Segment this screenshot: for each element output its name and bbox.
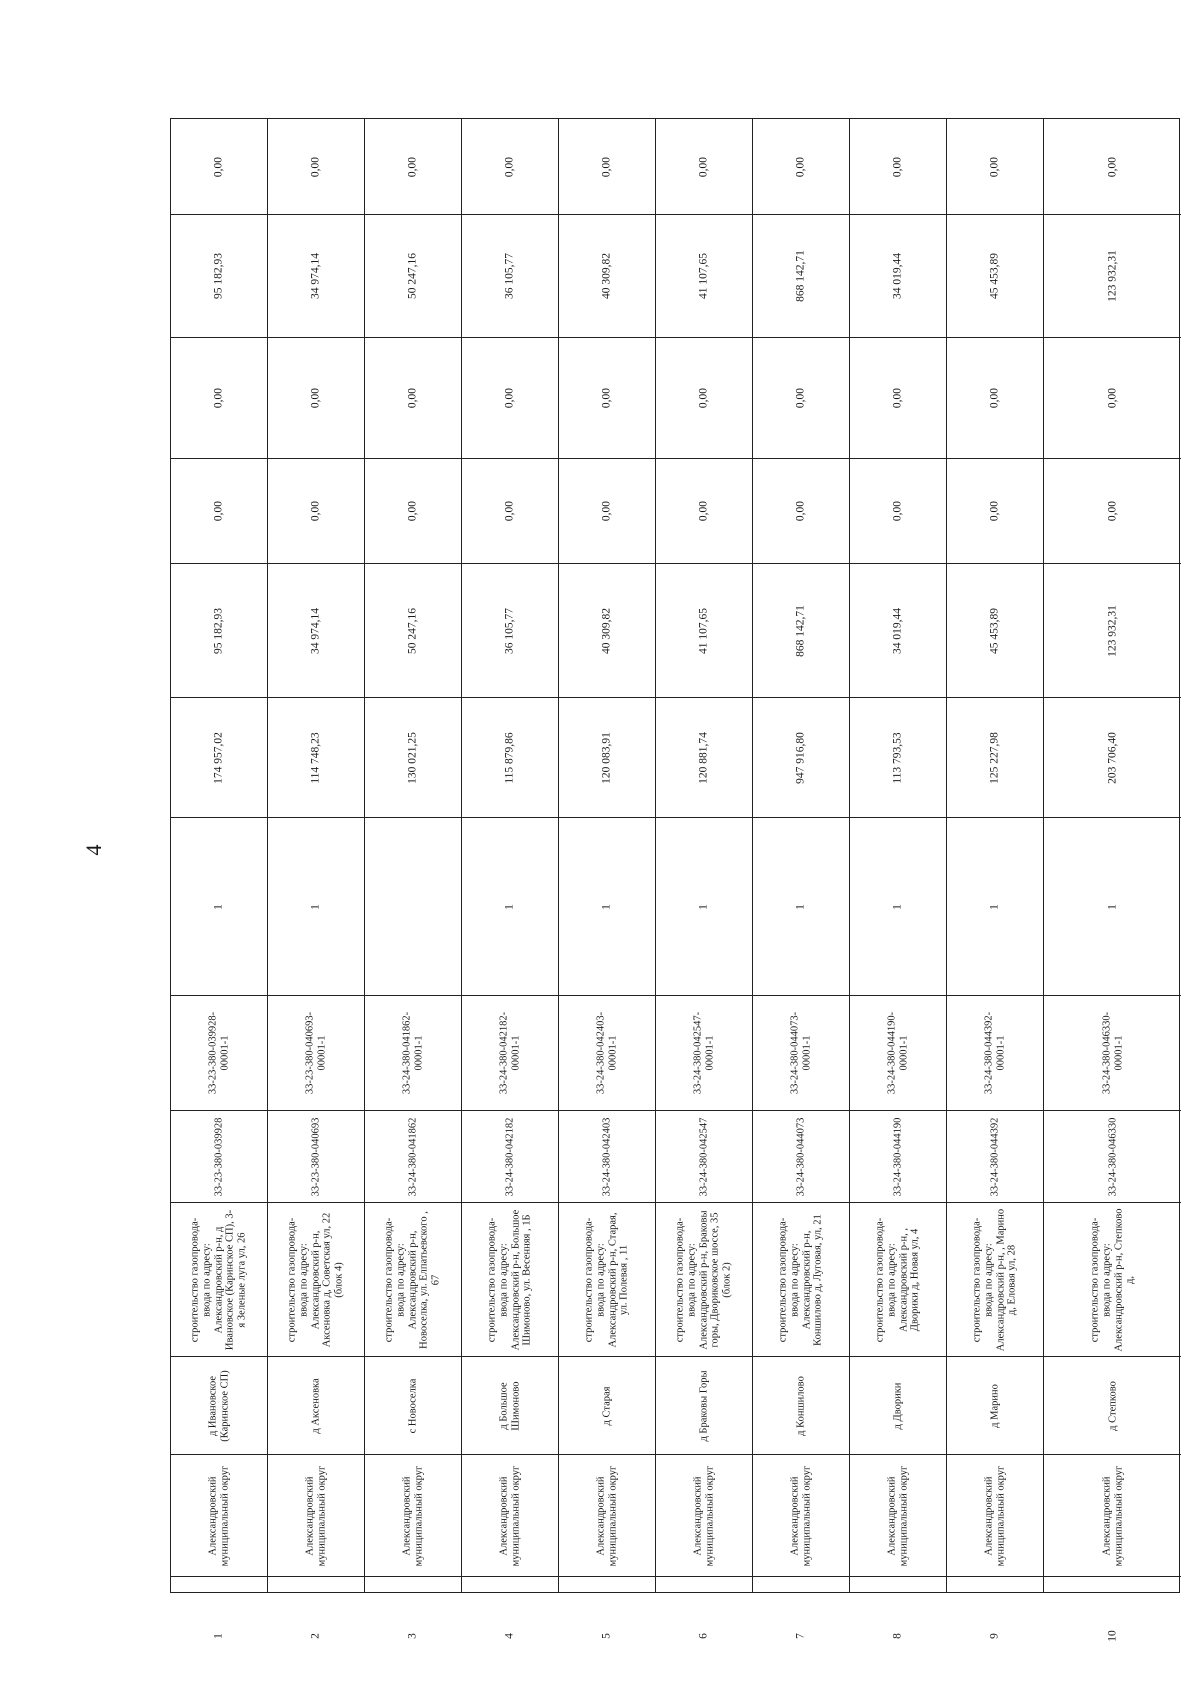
value-5-cell-text: 45 453,89 [988,253,1001,299]
value-6-cell [1044,119,1181,214]
row-number-cell [753,1576,849,1694]
object-description-cell [947,1202,1043,1356]
value-3-cell-text: 0,00 [406,500,419,522]
value-3-cell-text: 0,00 [309,500,322,522]
settlement-cell [559,1356,655,1454]
value-2-cell-text: 36 105,77 [503,607,516,654]
value-6-cell-text: 0,00 [212,156,225,177]
settlement-cell [656,1356,752,1454]
quantity-cell-text: 1 [697,903,710,910]
object-description-cell-text: строительство газопровода-ввода по адресу: Александровский р-н, Аксеновка д, Советская ул, 22 (блок 4) [286,1212,345,1347]
object-code-cell-text: 33-24-380-042547 [698,1117,710,1196]
object-code-cell [656,1110,752,1202]
object-code-cell [947,1110,1043,1202]
value-1-cell [947,697,1043,817]
value-5-cell [462,214,558,337]
value-4-cell [947,337,1043,458]
object-code-cell [268,1110,364,1202]
value-2-cell [268,563,364,697]
value-2-cell-text: 40 309,82 [600,607,613,654]
value-5-cell [947,214,1043,337]
object-code-cell [1044,1110,1181,1202]
quantity-cell-text: 1 [1106,903,1119,910]
settlement-cell-text: д Степково [1106,1380,1118,1431]
value-2-cell-text: 95 182,93 [212,607,225,654]
value-3-cell-text: 0,00 [600,500,613,522]
value-6-cell-text: 0,00 [1106,156,1119,177]
object-description-cell-text: строительство газопровода-ввода по адресу: Александровский р-н, Степково д, [1089,1207,1136,1352]
data-table [170,118,1180,1642]
quantity-cell [947,817,1043,995]
value-6-cell-text: 0,00 [697,156,710,177]
object-description-cell [753,1202,849,1356]
object-description-cell-text: строительство газопровода-ввода по адресу: Александровский р-н, Новоселка, ул. Елпатьевского , 67 [383,1210,442,1349]
value-1-cell [656,697,752,817]
table-row [656,119,753,1639]
settlement-cell [365,1356,461,1454]
value-5-cell [268,214,364,337]
object-description-cell-text: строительство газопровода-ввода по адресу: Александровский р-н, Коншилово д, Луговая, ул, 21 [777,1213,824,1346]
value-1-cell [462,697,558,817]
okrug-cell [559,1454,655,1576]
object-id-cell-text: 33-24-380-044392-00001-1 [983,1011,1006,1095]
object-id-cell [365,995,461,1110]
object-code-cell [753,1110,849,1202]
object-id-cell-text: 33-24-380-042547-00001-1 [692,1011,715,1095]
quantity-cell-text [367,820,460,994]
settlement-cell-text: д Аксеновка [310,1377,322,1434]
okrug-cell [947,1454,1043,1576]
row-number-cell-text: 9 [988,1632,1001,1639]
row-number-cell [850,1576,946,1694]
value-1-cell-text: 130 021,25 [406,731,419,784]
value-3-cell [171,458,267,563]
value-4-cell-text: 0,00 [406,387,419,409]
object-id-cell-text: 33-24-380-044190-00001-1 [886,1011,909,1095]
object-code-cell-text: 33-23-380-040693 [310,1117,322,1196]
object-id-cell [171,995,267,1110]
value-2-cell [171,563,267,697]
value-3-cell-text: 0,00 [988,500,1001,522]
settlement-cell-text: д Ивановское (Каринское СП) [207,1369,230,1442]
value-6-cell [947,119,1043,214]
settlement-cell-text: д Бpаковы Горы [698,1369,710,1442]
value-1-cell [1044,697,1181,817]
quantity-cell [850,817,946,995]
object-id-cell-text: 33-23-380-039928-00001-1 [207,1011,230,1095]
object-code-cell-text: 33-24-380-046330 [1106,1117,1118,1196]
value-5-cell [753,214,849,337]
okrug-cell [171,1454,267,1576]
value-2-cell-text: 868 142,71 [794,604,807,657]
value-1-cell-text: 120 881,74 [697,731,710,784]
value-1-cell-text: 174 957,02 [212,731,225,784]
settlement-cell [1044,1356,1181,1454]
object-description-cell [1044,1202,1181,1356]
quantity-cell [171,817,267,995]
value-5-cell-text: 41 107,65 [697,253,710,299]
value-3-cell [268,458,364,563]
value-2-cell [947,563,1043,697]
row-number-cell-text: 4 [503,1632,516,1639]
settlement-cell-text: д Дворики [892,1382,904,1429]
value-6-cell [171,119,267,214]
row-number-cell-text: 6 [697,1632,710,1639]
value-3-cell [656,458,752,563]
okrug-cell-text: Александровский муниципальный округ [1100,1465,1124,1566]
value-1-cell-text: 947 916,80 [794,731,807,784]
quantity-cell [462,817,558,995]
okrug-cell-text: Александровский муниципальный округ [304,1465,327,1566]
value-4-cell-text: 0,00 [503,387,516,409]
row-number-cell-text: 7 [794,1632,807,1639]
settlement-cell-text: д Большое Шимоново [498,1380,521,1431]
quantity-cell [753,817,849,995]
okrug-cell [850,1454,946,1576]
value-1-cell-text: 114 748,23 [309,731,322,784]
value-4-cell-text: 0,00 [697,387,710,409]
settlement-cell-text: д Коншилово [795,1375,807,1436]
object-code-cell-text: 33-24-380-042403 [601,1117,613,1196]
okrug-cell-text: Александровский муниципальный округ [789,1465,812,1566]
object-description-cell-text: строительство газопровода-ввода по адресу: Александровский р-н, Большое Шимоново, ул. Весенняя , 1Б [486,1209,533,1350]
value-1-cell [559,697,655,817]
value-6-cell-text: 0,00 [406,156,419,177]
value-5-cell [850,214,946,337]
settlement-cell-text: д Марино [989,1383,1001,1428]
table-row [268,119,365,1639]
okrug-cell [462,1454,558,1576]
value-2-cell [462,563,558,697]
okrug-cell-text: Александровский муниципальный округ [983,1465,1006,1566]
quantity-cell [365,817,461,995]
value-5-cell-text: 95 182,93 [212,253,225,299]
value-4-cell [268,337,364,458]
row-number-cell [462,1576,558,1694]
row-number-cell-text: 8 [891,1632,904,1639]
row-number-cell-text: 1 [212,1632,225,1639]
row-number-cell-text: 10 [1106,1629,1119,1642]
object-id-cell-text: 33-24-380-042403-00001-1 [595,1011,618,1095]
value-2-cell [1044,563,1181,697]
value-5-cell-text: 34 974,14 [309,253,322,299]
value-3-cell-text: 0,00 [503,500,516,522]
row-number-cell [947,1576,1043,1694]
value-4-cell [753,337,849,458]
value-5-cell-text: 868 142,71 [794,250,807,302]
quantity-cell [559,817,655,995]
quantity-cell-text: 1 [891,903,904,910]
value-1-cell [365,697,461,817]
okrug-cell [1044,1454,1181,1576]
value-4-cell-text: 0,00 [212,387,225,409]
object-code-cell [850,1110,946,1202]
object-description-cell [559,1202,655,1356]
okrug-cell-text: Александровский муниципальный округ [207,1465,230,1566]
value-1-cell [753,697,849,817]
quantity-cell [268,817,364,995]
quantity-cell-text: 1 [794,903,807,910]
value-2-cell [656,563,752,697]
value-6-cell [462,119,558,214]
value-5-cell [1044,214,1181,337]
value-5-cell-text: 123 932,31 [1106,250,1119,302]
object-code-cell-text: 33-24-380-041862 [407,1117,419,1196]
value-2-cell [365,563,461,697]
row-number-cell [365,1576,461,1694]
value-1-cell [850,697,946,817]
value-3-cell-text: 0,00 [697,500,710,522]
quantity-cell-text: 1 [600,903,613,910]
object-description-cell [365,1202,461,1356]
value-3-cell [850,458,946,563]
value-5-cell-text: 50 247,16 [406,253,419,299]
object-id-cell [462,995,558,1110]
value-4-cell-text: 0,00 [1106,387,1119,409]
quantity-cell [656,817,752,995]
okrug-cell-text: Александровский муниципальный округ [595,1465,618,1566]
value-1-cell-text: 203 706,40 [1106,731,1119,784]
object-id-cell [753,995,849,1110]
okrug-cell [268,1454,364,1576]
value-2-cell-text: 45 453,89 [988,607,1001,654]
value-4-cell-text: 0,00 [309,387,322,409]
object-description-cell [268,1202,364,1356]
row-number-cell [268,1576,364,1694]
value-4-cell [656,337,752,458]
row-number-cell [656,1576,752,1694]
value-2-cell [559,563,655,697]
value-4-cell-text: 0,00 [988,387,1001,409]
table-row [365,119,462,1639]
object-id-cell-text: 33-24-380-042182-00001-1 [498,1011,521,1095]
object-code-cell-text: 33-24-380-044073 [795,1117,807,1196]
value-6-cell-text: 0,00 [794,156,807,177]
object-code-cell [559,1110,655,1202]
object-id-cell [268,995,364,1110]
value-3-cell [462,458,558,563]
table-row [947,119,1044,1639]
row-number-cell [1044,1576,1181,1694]
settlement-cell [268,1356,364,1454]
object-code-cell [171,1110,267,1202]
quantity-cell-text: 1 [309,903,322,910]
object-description-cell [656,1202,752,1356]
row-number-cell [171,1576,267,1694]
object-description-cell [462,1202,558,1356]
value-4-cell [1044,337,1181,458]
object-description-cell-text: строительство газопровода-ввода по адресу: Александровский р-н, Браковы горы, Двориковское шоссе, 35 (блок 2) [674,1209,733,1350]
value-6-cell [559,119,655,214]
value-6-cell-text: 0,00 [891,156,904,177]
row-number-cell-text: 2 [309,1632,322,1639]
value-1-cell [171,697,267,817]
quantity-cell-text: 1 [503,903,516,910]
value-3-cell [753,458,849,563]
value-4-cell-text: 0,00 [794,387,807,409]
object-code-cell [365,1110,461,1202]
value-3-cell [1044,458,1181,563]
object-id-cell-text: 33-23-380-040693-00001-1 [304,1011,327,1095]
table-row [1044,119,1181,1642]
object-description-cell-text: строительство газопровода-ввода по адресу: Александровский р-н, Старая, ул. Полевая , 11 [583,1212,630,1347]
value-6-cell-text: 0,00 [600,156,613,177]
object-description-cell [171,1202,267,1356]
settlement-cell-text: д Старая [601,1386,613,1425]
object-id-cell [559,995,655,1110]
okrug-cell-text: Александровский муниципальный округ [401,1465,424,1566]
object-description-cell-text: строительство газопровода-ввода по адресу: Александровский р-н, , Дворики д, Новая ул, 4 [874,1217,921,1342]
row-number-cell-text: 5 [600,1632,613,1639]
okrug-cell-text: Александровский муниципальный округ [692,1465,715,1566]
value-4-cell [462,337,558,458]
table-row [559,119,656,1639]
value-4-cell-text: 0,00 [891,387,904,409]
value-3-cell-text: 0,00 [212,500,225,522]
value-4-cell [559,337,655,458]
value-3-cell [365,458,461,563]
value-4-cell [850,337,946,458]
okrug-cell-text: Александровский муниципальный округ [498,1465,521,1566]
object-code-cell-text: 33-24-380-044190 [892,1117,904,1196]
value-2-cell-text: 34 974,14 [309,607,322,654]
settlement-cell [171,1356,267,1454]
object-code-cell-text: 33-24-380-042182 [504,1117,516,1196]
object-code-cell [462,1110,558,1202]
value-5-cell [365,214,461,337]
settlement-cell [753,1356,849,1454]
settlement-cell [850,1356,946,1454]
object-id-cell-text: 33-24-380-041862-00001-1 [401,1011,424,1095]
value-3-cell [559,458,655,563]
value-1-cell-text: 120 083,91 [600,731,613,784]
settlement-cell [462,1356,558,1454]
value-2-cell-text: 41 107,65 [697,607,710,654]
object-code-cell-text: 33-23-380-039928 [213,1117,225,1196]
okrug-cell [753,1454,849,1576]
settlement-cell [947,1356,1043,1454]
value-6-cell-text: 0,00 [503,156,516,177]
page-number: 4 [81,844,106,856]
row-number-cell [559,1576,655,1694]
value-5-cell [656,214,752,337]
value-3-cell-text: 0,00 [891,500,904,522]
value-5-cell-text: 40 309,82 [600,253,613,299]
value-2-cell-text: 50 247,16 [406,607,419,654]
value-5-cell-text: 36 105,77 [503,253,516,299]
value-6-cell [656,119,752,214]
object-id-cell-text: 33-24-380-046330-00001-1 [1100,1011,1124,1095]
quantity-cell [1044,817,1181,995]
object-code-cell-text: 33-24-380-044392 [989,1117,1001,1196]
value-6-cell [753,119,849,214]
value-1-cell-text: 125 227,98 [988,731,1001,784]
value-4-cell [365,337,461,458]
object-description-cell-text: строительство газопровода-ввода по адресу: Александровский р-н, д Ивановское (Каринское СП), 3-я Зеленые луга ул, 26 [189,1209,248,1350]
okrug-cell-text: Александровский муниципальный округ [886,1465,909,1566]
value-5-cell-text: 34 019,44 [891,253,904,299]
object-id-cell [850,995,946,1110]
value-3-cell [947,458,1043,563]
okrug-cell [365,1454,461,1576]
object-id-cell [1044,995,1181,1110]
object-description-cell-text: строительство газопровода-ввода по адресу: Александровский р-н, , Марино д, Еловая ул, 28 [971,1208,1018,1351]
value-3-cell-text: 0,00 [1106,500,1119,522]
value-4-cell [171,337,267,458]
table-row [171,119,268,1639]
value-6-cell [850,119,946,214]
table-row [462,119,559,1639]
value-1-cell-text: 113 793,53 [891,731,904,784]
quantity-cell-text: 1 [212,903,225,910]
value-6-cell-text: 0,00 [309,156,322,177]
value-2-cell [850,563,946,697]
value-6-cell [365,119,461,214]
value-1-cell-text: 115 879,86 [503,731,516,784]
value-3-cell-text: 0,00 [794,500,807,522]
object-id-cell [656,995,752,1110]
quantity-cell-text: 1 [988,903,1001,910]
row-number-cell-text: 3 [406,1632,419,1639]
value-1-cell [268,697,364,817]
value-2-cell-text: 34 019,44 [891,607,904,654]
value-2-cell [753,563,849,697]
value-4-cell-text: 0,00 [600,387,613,409]
value-6-cell [268,119,364,214]
value-5-cell [559,214,655,337]
table-row [753,119,850,1639]
table-row [850,119,947,1639]
object-id-cell [947,995,1043,1110]
object-id-cell-text: 33-24-380-044073-00001-1 [789,1011,812,1095]
object-description-cell [850,1202,946,1356]
okrug-cell [656,1454,752,1576]
value-6-cell-text: 0,00 [988,156,1001,177]
value-5-cell [171,214,267,337]
settlement-cell-text: с Новоселка [407,1378,419,1433]
value-2-cell-text: 123 932,31 [1106,604,1119,657]
